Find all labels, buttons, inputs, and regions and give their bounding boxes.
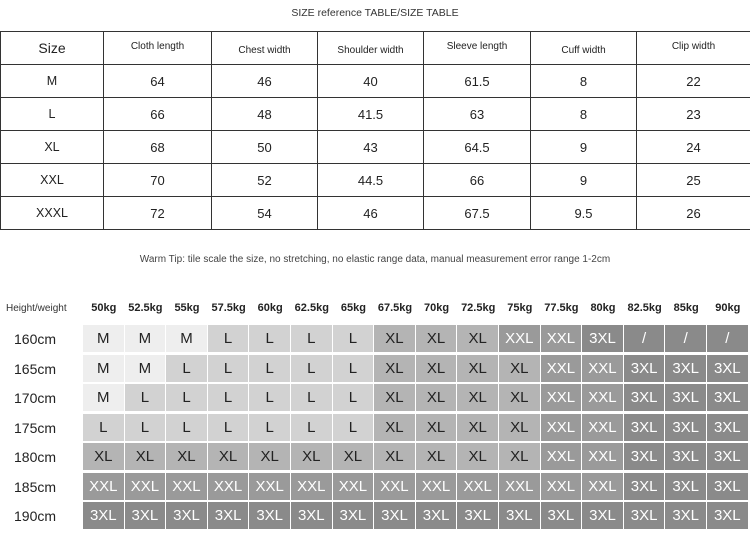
- size-recommendation-cell: XL: [416, 355, 458, 383]
- measurement-cell: 43: [318, 131, 424, 164]
- size-recommendation-cell: XXL: [541, 414, 583, 442]
- size-recommendation-cell: XXL: [83, 473, 125, 501]
- size-recommendation-cell: 3XL: [665, 502, 707, 530]
- size-recommendation-cell: 3XL: [665, 384, 707, 412]
- size-recommendation-cell: L: [208, 384, 250, 412]
- height-label: 185cm: [14, 478, 57, 495]
- measurement-cell: 52: [212, 164, 318, 197]
- weight-label: 75kg: [507, 302, 533, 314]
- size-recommendation-cell: /: [707, 325, 749, 353]
- measurement-cell: 64.5: [424, 131, 531, 164]
- size-recommendation-cell: XXL: [125, 473, 167, 501]
- measurement-cell: 8: [531, 65, 637, 98]
- size-recommendation-cell: 3XL: [624, 473, 666, 501]
- size-recommendation-cell: XL: [125, 443, 167, 471]
- measurement-cell: 61.5: [424, 65, 531, 98]
- height-label: 165cm: [14, 360, 57, 377]
- size-recommendation-cell: L: [166, 414, 208, 442]
- size-recommendation-cell: L: [249, 325, 291, 353]
- height-label: 175cm: [14, 419, 57, 436]
- height-label: 160cm: [14, 331, 57, 347]
- size-recommendation-cell: L: [83, 414, 125, 442]
- size-recommendation-cell: XXL: [582, 473, 624, 501]
- size-cell: XXL: [1, 164, 104, 197]
- size-recommendation-cell: 3XL: [707, 414, 749, 442]
- weight-label: 72.5kg: [461, 302, 496, 314]
- size-recommendation-cell: 3XL: [499, 502, 541, 530]
- size-recommendation-cell: L: [208, 325, 250, 353]
- size-recommendation-cell: M: [83, 325, 125, 353]
- weight-label: 80kg: [590, 302, 616, 314]
- weight-label: 70kg: [424, 302, 450, 314]
- measurement-cell: 9: [531, 164, 637, 197]
- measurement-cell: 25: [637, 164, 750, 197]
- size-recommendation-cell: L: [333, 325, 375, 353]
- size-recommendation-cell: 3XL: [707, 443, 749, 471]
- size-recommendation-cell: XXL: [582, 443, 624, 471]
- size-recommendation-cell: XL: [499, 355, 541, 383]
- size-recommendation-cell: M: [125, 355, 167, 383]
- measurement-cell: 54: [212, 197, 318, 230]
- size-recommendation-cell: XL: [457, 414, 499, 442]
- measurement-cell: 9: [531, 131, 637, 164]
- size-recommendation-cell: XL: [457, 325, 499, 353]
- size-recommendation-cell: XL: [208, 443, 250, 471]
- size-recommendation-cell: XXL: [499, 325, 541, 353]
- weight-header-row: [0, 301, 750, 317]
- measurement-cell: 40: [318, 65, 424, 98]
- size-recommendation-cell: XXL: [499, 473, 541, 501]
- measurement-cell: 41.5: [318, 98, 424, 131]
- measurement-cell: 46: [318, 197, 424, 230]
- size-recommendation-cell: 3XL: [541, 502, 583, 530]
- size-recommendation-cell: XXL: [208, 473, 250, 501]
- weight-label: 60kg: [257, 302, 283, 314]
- weight-label: 50kg: [91, 302, 117, 314]
- size-recommendation-cell: L: [249, 355, 291, 383]
- size-recommendation-cell: XXL: [541, 443, 583, 471]
- size-recommendation-cell: XL: [499, 414, 541, 442]
- measurement-cell: 50: [212, 131, 318, 164]
- size-recommendation-cell: XL: [166, 443, 208, 471]
- header-clip-width: Clip width: [637, 32, 750, 65]
- size-recommendation-cell: XL: [499, 384, 541, 412]
- size-recommendation-cell: L: [208, 355, 250, 383]
- size-recommendation-cell: L: [291, 325, 333, 353]
- size-recommendation-cell: 3XL: [166, 502, 208, 530]
- size-recommendation-cell: XL: [374, 325, 416, 353]
- size-recommendation-cell: XXL: [541, 384, 583, 412]
- weight-label: 77.5kg: [544, 302, 579, 314]
- size-recommendation-cell: 3XL: [249, 502, 291, 530]
- size-recommendation-cell: XL: [83, 443, 125, 471]
- size-recommendation-cell: XXL: [541, 473, 583, 501]
- height-label: 180cm: [14, 449, 57, 465]
- size-table-header-row: [1, 32, 750, 65]
- size-recommendation-cell: XXL: [582, 384, 624, 412]
- size-recommendation-cell: XL: [416, 443, 458, 471]
- weight-label: 85kg: [673, 302, 699, 314]
- header-shoulder-width: Shoulder width: [318, 32, 424, 65]
- size-recommendation-cell: L: [166, 355, 208, 383]
- size-table-row: [1, 131, 750, 164]
- size-recommendation-cell: L: [291, 384, 333, 412]
- size-table-body: [1, 65, 750, 230]
- weight-label: 52.5kg: [128, 302, 163, 314]
- measurement-cell: 46: [212, 65, 318, 98]
- size-cell: L: [1, 98, 104, 131]
- size-table-row: [1, 98, 750, 131]
- size-recommendation-cell: L: [249, 414, 291, 442]
- size-recommendation-cell: 3XL: [624, 414, 666, 442]
- size-recommendation-cell: 3XL: [707, 384, 749, 412]
- measurement-cell: 66: [104, 98, 212, 131]
- size-recommendation-cell: XL: [499, 443, 541, 471]
- size-recommendation-cell: 3XL: [624, 384, 666, 412]
- size-recommendation-cell: L: [125, 414, 167, 442]
- size-recommendation-cell: XL: [249, 443, 291, 471]
- page-title: SIZE reference TABLE/SIZE TABLE: [291, 7, 459, 19]
- size-recommendation-cell: XL: [374, 355, 416, 383]
- measurement-cell: 67.5: [424, 197, 531, 230]
- size-recommendation-cell: 3XL: [624, 502, 666, 530]
- size-recommendation-cell: /: [624, 325, 666, 353]
- size-recommendation-cell: XXL: [333, 473, 375, 501]
- size-recommendation-cell: 3XL: [665, 355, 707, 383]
- weight-label: 82.5kg: [627, 302, 662, 314]
- size-recommendation-cell: M: [166, 325, 208, 353]
- size-recommendation-cell: 3XL: [457, 502, 499, 530]
- size-recommendation-cell: M: [83, 355, 125, 383]
- measurement-cell: 26: [637, 197, 750, 230]
- measurement-cell: 9.5: [531, 197, 637, 230]
- header-sleeve-length: Sleeve length: [424, 32, 531, 65]
- size-recommendation-cell: 3XL: [707, 355, 749, 383]
- size-recommendation-cell: 3XL: [665, 473, 707, 501]
- size-recommendation-cell: 3XL: [624, 443, 666, 471]
- size-recommendation-cell: XXL: [416, 473, 458, 501]
- size-recommendation-cell: 3XL: [374, 502, 416, 530]
- warm-tip: Warm Tip: tile scale the size, no stretching, no elastic range data, manual measurement error range 1-2cm: [139, 254, 611, 265]
- size-recommendation-cell: XXL: [457, 473, 499, 501]
- size-recommendation-cell: XXL: [249, 473, 291, 501]
- measurement-cell: 48: [212, 98, 318, 131]
- header-cuff-width: Cuff width: [531, 32, 637, 65]
- size-recommendation-cell: L: [291, 355, 333, 383]
- header-size: Size: [1, 32, 104, 65]
- size-recommendation-cell: 3XL: [83, 502, 125, 530]
- size-recommendation-cell: 3XL: [582, 502, 624, 530]
- measurement-cell: 44.5: [318, 164, 424, 197]
- size-recommendation-cell: 3XL: [582, 325, 624, 353]
- size-recommendation-cell: 3XL: [291, 502, 333, 530]
- measurement-cell: 66: [424, 164, 531, 197]
- size-recommendation-cell: XXL: [582, 414, 624, 442]
- size-recommendation-cell: XL: [416, 414, 458, 442]
- size-recommendation-cell: XXL: [541, 355, 583, 383]
- size-recommendation-cell: 3XL: [665, 414, 707, 442]
- weight-label: 62.5kg: [294, 302, 329, 314]
- size-recommendation-cell: XL: [457, 443, 499, 471]
- size-recommendation-cell: XXL: [541, 325, 583, 353]
- size-recommendation-cell: XXL: [582, 355, 624, 383]
- measurement-cell: 70: [104, 164, 212, 197]
- size-recommendation-cell: M: [125, 325, 167, 353]
- height-weight-label: Height/weight: [6, 303, 67, 314]
- size-recommendation-cell: 3XL: [125, 502, 167, 530]
- measurement-cell: 8: [531, 98, 637, 131]
- size-recommendation-cell: L: [166, 384, 208, 412]
- size-recommendation-cell: 3XL: [707, 473, 749, 501]
- weight-label: 57.5kg: [211, 302, 246, 314]
- size-recommendation-cell: XL: [374, 384, 416, 412]
- size-recommendation-cell: 3XL: [416, 502, 458, 530]
- size-recommendation-cell: XXL: [291, 473, 333, 501]
- size-recommendation-cell: XL: [374, 443, 416, 471]
- size-recommendation-cell: XL: [416, 325, 458, 353]
- measurement-cell: 22: [637, 65, 750, 98]
- measurement-cell: 23: [637, 98, 750, 131]
- measurement-cell: 63: [424, 98, 531, 131]
- size-recommendation-cell: L: [333, 414, 375, 442]
- weight-label: 55kg: [174, 302, 200, 314]
- size-recommendation-cell: M: [83, 384, 125, 412]
- size-cell: XXXL: [1, 197, 104, 230]
- size-cell: XL: [1, 131, 104, 164]
- weight-label: 65kg: [340, 302, 366, 314]
- measurement-cell: 68: [104, 131, 212, 164]
- size-recommendation-cell: L: [249, 384, 291, 412]
- height-label: 170cm: [14, 390, 57, 406]
- size-recommendation-cell: /: [665, 325, 707, 353]
- size-recommendation-cell: XXL: [166, 473, 208, 501]
- size-recommendation-cell: 3XL: [665, 443, 707, 471]
- size-recommendation-cell: L: [333, 355, 375, 383]
- size-recommendation-cell: 3XL: [333, 502, 375, 530]
- size-recommendation-cell: XL: [374, 414, 416, 442]
- size-table-row: [1, 164, 750, 197]
- weight-label: 67.5kg: [377, 302, 413, 314]
- size-recommendation-cell: 3XL: [624, 355, 666, 383]
- size-recommendation-cell: 3XL: [208, 502, 250, 530]
- size-recommendation-cell: XL: [457, 384, 499, 412]
- size-recommendation-cell: L: [291, 414, 333, 442]
- size-recommendation-cell: L: [333, 384, 375, 412]
- size-cell: M: [1, 65, 104, 98]
- size-table: [0, 31, 750, 230]
- size-recommendation-cell: XL: [333, 443, 375, 471]
- size-recommendation-cell: XL: [457, 355, 499, 383]
- header-chest-width: Chest width: [212, 32, 318, 65]
- height-label: 190cm: [14, 508, 57, 524]
- size-recommendation-cell: XXL: [374, 473, 416, 501]
- size-table-row: [1, 65, 750, 98]
- size-recommendation-cell: L: [208, 414, 250, 442]
- measurement-cell: 64: [104, 65, 212, 98]
- size-recommendation-cell: 3XL: [707, 502, 749, 530]
- measurement-cell: 72: [104, 197, 212, 230]
- measurement-cell: 24: [637, 131, 750, 164]
- size-table-row: [1, 197, 750, 230]
- header-cloth-length: Cloth length: [104, 32, 212, 65]
- weight-label: 90kg: [715, 302, 741, 314]
- size-recommendation-cell: L: [125, 384, 167, 412]
- size-recommendation-cell: XL: [416, 384, 458, 412]
- size-recommendation-cell: XL: [291, 443, 333, 471]
